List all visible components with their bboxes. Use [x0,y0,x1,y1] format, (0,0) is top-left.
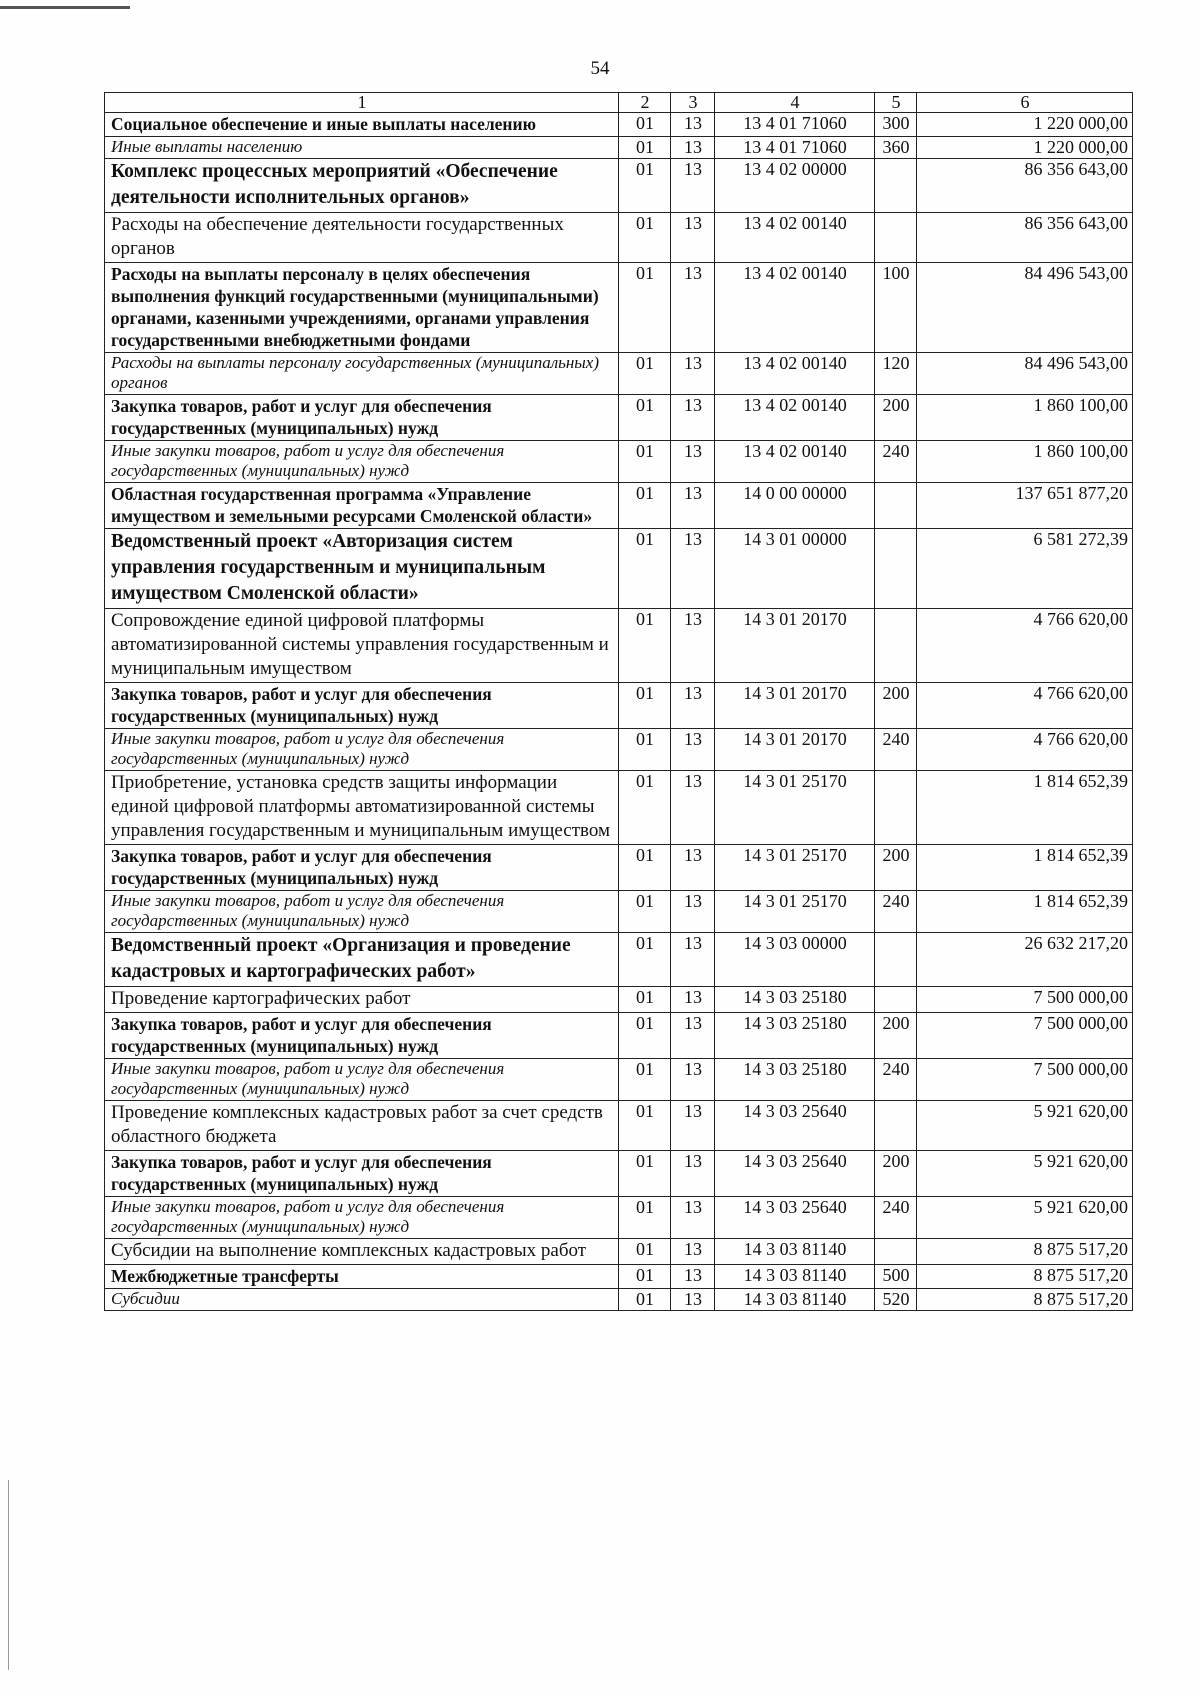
subsection-code-cell: 13 [671,609,715,683]
row-name-cell: Субсидии на выполнение комплексных кадастровых работ [105,1239,619,1265]
section-code-cell: 01 [619,395,671,441]
amount-cell: 8 875 517,20 [917,1239,1133,1265]
amount-cell: 5 921 620,00 [917,1151,1133,1197]
row-name-cell: Расходы на обеспечение деятельности государственных органов [105,213,619,263]
header-col-5: 5 [875,93,917,113]
table-row [105,213,1133,263]
section-code-cell: 01 [619,353,671,395]
row-name-cell: Проведение комплексных кадастровых работ за счет средств областного бюджета [105,1101,619,1151]
subsection-code-cell: 13 [671,683,715,729]
table-row [105,1059,1133,1101]
header-col-3: 3 [671,93,715,113]
expense-type-cell: 120 [875,353,917,395]
expense-type-cell: 240 [875,1059,917,1101]
expense-type-cell [875,213,917,263]
target-article-cell: 14 3 03 81140 [715,1239,875,1265]
table-row [105,263,1133,353]
row-name-cell: Сопровождение единой цифровой платформы автоматизированной системы управления государственным и муниципальным имуществом [105,609,619,683]
subsection-code-cell: 13 [671,1059,715,1101]
table-row [105,683,1133,729]
table-row [105,159,1133,213]
subsection-code-cell: 13 [671,891,715,933]
expense-type-cell: 240 [875,1197,917,1239]
amount-cell: 7 500 000,00 [917,1013,1133,1059]
section-code-cell: 01 [619,441,671,483]
target-article-cell: 14 3 03 81140 [715,1289,875,1311]
target-article-cell: 13 4 02 00140 [715,353,875,395]
table-row [105,137,1133,159]
target-article-cell: 13 4 02 00140 [715,213,875,263]
target-article-cell: 13 4 02 00000 [715,159,875,213]
subsection-code-cell: 13 [671,729,715,771]
target-article-cell: 13 4 02 00140 [715,441,875,483]
subsection-code-cell: 13 [671,1197,715,1239]
amount-cell: 1 860 100,00 [917,441,1133,483]
row-name-cell: Межбюджетные трансферты [105,1265,619,1289]
amount-cell: 7 500 000,00 [917,987,1133,1013]
expense-type-cell [875,987,917,1013]
target-article-cell: 14 3 03 00000 [715,933,875,987]
expense-type-cell [875,483,917,529]
row-name-cell: Ведомственный проект «Организация и проведение кадастровых и картографических работ» [105,933,619,987]
subsection-code-cell: 13 [671,113,715,137]
target-article-cell: 13 4 02 00140 [715,263,875,353]
subsection-code-cell: 13 [671,1265,715,1289]
target-article-cell: 14 3 01 25170 [715,771,875,845]
amount-cell: 84 496 543,00 [917,263,1133,353]
amount-cell: 84 496 543,00 [917,353,1133,395]
row-name-cell: Ведомственный проект «Авторизация систем управления государственным и муниципальным имуществом Смоленской области» [105,529,619,609]
subsection-code-cell: 13 [671,1101,715,1151]
section-code-cell: 01 [619,1059,671,1101]
subsection-code-cell: 13 [671,395,715,441]
subsection-code-cell: 13 [671,1151,715,1197]
section-code-cell: 01 [619,609,671,683]
expense-type-cell [875,529,917,609]
scan-edge-mark-top [0,6,130,9]
subsection-code-cell: 13 [671,987,715,1013]
section-code-cell: 01 [619,987,671,1013]
target-article-cell: 14 3 03 25180 [715,987,875,1013]
table-row [105,891,1133,933]
target-article-cell: 13 4 02 00140 [715,395,875,441]
header-col-1: 1 [105,93,619,113]
section-code-cell: 01 [619,113,671,137]
row-name-cell: Иные закупки товаров, работ и услуг для обеспечения государственных (муниципальных) нужд [105,1197,619,1239]
amount-cell: 5 921 620,00 [917,1197,1133,1239]
target-article-cell: 14 0 00 00000 [715,483,875,529]
target-article-cell: 14 3 01 20170 [715,729,875,771]
expense-type-cell [875,1101,917,1151]
section-code-cell: 01 [619,1265,671,1289]
amount-cell: 26 632 217,20 [917,933,1133,987]
subsection-code-cell: 13 [671,1013,715,1059]
amount-cell: 4 766 620,00 [917,683,1133,729]
expense-type-cell: 240 [875,441,917,483]
expense-type-cell: 200 [875,1013,917,1059]
target-article-cell: 14 3 03 81140 [715,1265,875,1289]
table-row [105,845,1133,891]
subsection-code-cell: 13 [671,933,715,987]
row-name-cell: Иные закупки товаров, работ и услуг для обеспечения государственных (муниципальных) нужд [105,441,619,483]
section-code-cell: 01 [619,683,671,729]
section-code-cell: 01 [619,213,671,263]
amount-cell: 8 875 517,20 [917,1289,1133,1311]
page-number: 54 [590,58,610,79]
expense-type-cell [875,609,917,683]
expense-type-cell: 240 [875,891,917,933]
subsection-code-cell: 13 [671,1289,715,1311]
expense-type-cell: 360 [875,137,917,159]
table-row [105,609,1133,683]
row-name-cell: Приобретение, установка средств защиты информации единой цифровой платформы автоматизированной системы управления государственным и муниципальным имуществом [105,771,619,845]
amount-cell: 5 921 620,00 [917,1101,1133,1151]
table-row [105,113,1133,137]
table-row [105,395,1133,441]
table-row [105,529,1133,609]
subsection-code-cell: 13 [671,483,715,529]
table-row [105,1013,1133,1059]
table-row [105,441,1133,483]
row-name-cell: Закупка товаров, работ и услуг для обеспечения государственных (муниципальных) нужд [105,1151,619,1197]
subsection-code-cell: 13 [671,529,715,609]
expense-type-cell: 520 [875,1289,917,1311]
amount-cell: 86 356 643,00 [917,213,1133,263]
target-article-cell: 14 3 01 25170 [715,891,875,933]
table-row [105,1289,1133,1311]
row-name-cell: Расходы на выплаты персоналу в целях обеспечения выполнения функций государственными (муниципальными) органами, казенными учреждениями, органами управления государственными внебюджетными фондами [105,263,619,353]
subsection-code-cell: 13 [671,353,715,395]
table-row [105,1239,1133,1265]
subsection-code-cell: 13 [671,213,715,263]
table-row [105,771,1133,845]
row-name-cell: Закупка товаров, работ и услуг для обеспечения государственных (муниципальных) нужд [105,845,619,891]
row-name-cell: Субсидии [105,1289,619,1311]
expense-type-cell: 200 [875,395,917,441]
section-code-cell: 01 [619,1239,671,1265]
expense-type-cell [875,771,917,845]
row-name-cell: Комплекс процессных мероприятий «Обеспечение деятельности исполнительных органов» [105,159,619,213]
amount-cell: 4 766 620,00 [917,609,1133,683]
table-row [105,353,1133,395]
amount-cell: 1 814 652,39 [917,845,1133,891]
table-row [105,1101,1133,1151]
table-row [105,1197,1133,1239]
scan-edge-mark-left [8,1480,9,1670]
budget-table [104,92,1133,1311]
amount-cell: 1 220 000,00 [917,113,1133,137]
amount-cell: 137 651 877,20 [917,483,1133,529]
header-col-6: 6 [917,93,1133,113]
header-row [105,93,1133,113]
expense-type-cell: 200 [875,1151,917,1197]
expense-type-cell: 100 [875,263,917,353]
subsection-code-cell: 13 [671,1239,715,1265]
table-row [105,729,1133,771]
amount-cell: 1 860 100,00 [917,395,1133,441]
target-article-cell: 14 3 03 25640 [715,1151,875,1197]
amount-cell: 7 500 000,00 [917,1059,1133,1101]
section-code-cell: 01 [619,159,671,213]
header-col-4: 4 [715,93,875,113]
section-code-cell: 01 [619,771,671,845]
section-code-cell: 01 [619,137,671,159]
row-name-cell: Проведение картографических работ [105,987,619,1013]
amount-cell: 86 356 643,00 [917,159,1133,213]
table-row [105,1265,1133,1289]
expense-type-cell: 200 [875,845,917,891]
row-name-cell: Иные закупки товаров, работ и услуг для обеспечения государственных (муниципальных) нужд [105,891,619,933]
target-article-cell: 13 4 01 71060 [715,113,875,137]
section-code-cell: 01 [619,263,671,353]
expense-type-cell [875,1239,917,1265]
row-name-cell: Социальное обеспечение и иные выплаты населению [105,113,619,137]
subsection-code-cell: 13 [671,263,715,353]
section-code-cell: 01 [619,845,671,891]
header-col-2: 2 [619,93,671,113]
table-row [105,1151,1133,1197]
expense-type-cell: 300 [875,113,917,137]
subsection-code-cell: 13 [671,771,715,845]
amount-cell: 1 814 652,39 [917,771,1133,845]
expense-type-cell: 200 [875,683,917,729]
row-name-cell: Расходы на выплаты персоналу государственных (муниципальных) органов [105,353,619,395]
section-code-cell: 01 [619,529,671,609]
row-name-cell: Иные закупки товаров, работ и услуг для обеспечения государственных (муниципальных) нужд [105,729,619,771]
section-code-cell: 01 [619,1289,671,1311]
section-code-cell: 01 [619,933,671,987]
section-code-cell: 01 [619,1151,671,1197]
table-row [105,933,1133,987]
table-row [105,987,1133,1013]
target-article-cell: 14 3 01 20170 [715,683,875,729]
row-name-cell: Закупка товаров, работ и услуг для обеспечения государственных (муниципальных) нужд [105,1013,619,1059]
expense-type-cell [875,933,917,987]
target-article-cell: 14 3 01 00000 [715,529,875,609]
table-row [105,483,1133,529]
section-code-cell: 01 [619,1013,671,1059]
target-article-cell: 14 3 01 25170 [715,845,875,891]
subsection-code-cell: 13 [671,137,715,159]
amount-cell: 1 814 652,39 [917,891,1133,933]
target-article-cell: 14 3 03 25180 [715,1013,875,1059]
amount-cell: 8 875 517,20 [917,1265,1133,1289]
expense-type-cell: 500 [875,1265,917,1289]
target-article-cell: 14 3 03 25640 [715,1197,875,1239]
target-article-cell: 14 3 03 25180 [715,1059,875,1101]
section-code-cell: 01 [619,729,671,771]
subsection-code-cell: 13 [671,159,715,213]
row-name-cell: Закупка товаров, работ и услуг для обеспечения государственных (муниципальных) нужд [105,683,619,729]
expense-type-cell [875,159,917,213]
row-name-cell: Областная государственная программа «Управление имуществом и земельными ресурсами Смоленской области» [105,483,619,529]
section-code-cell: 01 [619,1101,671,1151]
target-article-cell: 14 3 03 25640 [715,1101,875,1151]
section-code-cell: 01 [619,891,671,933]
subsection-code-cell: 13 [671,441,715,483]
subsection-code-cell: 13 [671,845,715,891]
target-article-cell: 13 4 01 71060 [715,137,875,159]
row-name-cell: Закупка товаров, работ и услуг для обеспечения государственных (муниципальных) нужд [105,395,619,441]
row-name-cell: Иные закупки товаров, работ и услуг для обеспечения государственных (муниципальных) нужд [105,1059,619,1101]
row-name-cell: Иные выплаты населению [105,137,619,159]
section-code-cell: 01 [619,1197,671,1239]
target-article-cell: 14 3 01 20170 [715,609,875,683]
amount-cell: 1 220 000,00 [917,137,1133,159]
expense-type-cell: 240 [875,729,917,771]
amount-cell: 6 581 272,39 [917,529,1133,609]
section-code-cell: 01 [619,483,671,529]
amount-cell: 4 766 620,00 [917,729,1133,771]
